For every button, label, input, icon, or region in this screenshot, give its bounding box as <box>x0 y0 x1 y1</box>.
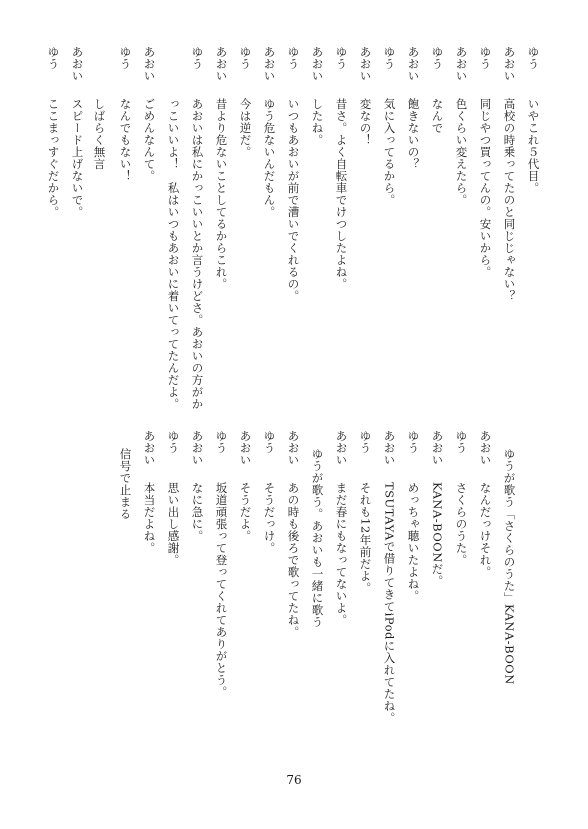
dialogue-line: めっちゃ聴いたよね。 <box>406 482 421 602</box>
dialogue-line: ゆう危ないんだもん。 <box>262 98 277 218</box>
dialogue-line: スピード上げないで。 <box>70 98 85 218</box>
stage-direction: 信号で止まる <box>118 448 133 520</box>
dialogue-line: 今は逆だ。 <box>238 98 253 158</box>
speaker-name: あおい <box>430 430 445 466</box>
speaker-name: ゆう <box>334 46 349 70</box>
speaker-name: ゆう <box>526 46 541 70</box>
dialogue-line: ごめんなんて。 <box>142 98 157 182</box>
dialogue-line: そうだよ。 <box>238 482 253 542</box>
speaker-name: ゆう <box>358 430 373 454</box>
stage-direction: しばらく無言 <box>92 98 107 170</box>
speaker-name: ゆう <box>214 430 229 454</box>
dialogue-line: 昔より危ないことしてるからこれ。 <box>214 98 229 290</box>
speaker-name: あおい <box>454 46 469 82</box>
dialogue-line: 坂道頑張って登ってくれてありがとう。 <box>214 482 229 698</box>
dialogue-line: なんでもない！ <box>118 98 133 182</box>
dialogue-line: 色くらい変えたら。 <box>454 98 469 206</box>
dialogue-line: 高校の時乗ってたのと同じじゃない？ <box>502 98 517 302</box>
speaker-name: あおい <box>358 46 373 82</box>
speaker-name: ゆう <box>478 46 493 70</box>
dialogue-line: 昔さ。よく自転車でけつしたよね。 <box>334 98 349 290</box>
dialogue-line: なに急に。 <box>190 482 205 542</box>
dialogue-line: そうだっけ。 <box>262 482 277 554</box>
dialogue-line: 変なの！ <box>358 98 373 146</box>
speaker-name: あおい <box>142 46 157 82</box>
dialogue-line: 同じやつ買ってんの。安いから。 <box>478 98 493 278</box>
speaker-name: あおい <box>334 430 349 466</box>
speaker-name: あおい <box>70 46 85 82</box>
speaker-name: ゆう <box>454 430 469 454</box>
speaker-name: ゆう <box>190 46 205 70</box>
dialogue-line: 本当だよね。 <box>142 482 157 554</box>
speaker-name: ゆう <box>118 46 133 70</box>
dialogue-line: さくらのうた。 <box>454 482 469 566</box>
dialogue-line: いつもあおいが前で漕いでくれるの。 <box>286 98 301 302</box>
dialogue-line-continuation: っこいいよ！ 私はいつもあおいに着いてってたんだよ。 <box>166 98 181 410</box>
speaker-name: ゆう <box>382 46 397 70</box>
speaker-name: ゆう <box>430 46 445 70</box>
dialogue-line: それも12年前だよ。 <box>358 482 373 594</box>
speaker-name: あおい <box>214 46 229 82</box>
dialogue-line: あおいは私にかっこいいとか言うけどさ。あおいの方がか <box>190 98 205 410</box>
dialogue-line: 飽きないの？ <box>406 98 421 170</box>
speaker-name: あおい <box>262 46 277 82</box>
speaker-name: あおい <box>382 430 397 466</box>
speaker-name: あおい <box>310 46 325 82</box>
stage-direction: ゆうが歌う。あおいも一緒に歌う <box>310 448 325 628</box>
dialogue-line: したね。 <box>310 98 325 146</box>
dialogue-line: ここまっすぐだから。 <box>46 98 61 218</box>
speaker-name: あおい <box>286 430 301 466</box>
speaker-name: ゆう <box>406 430 421 454</box>
dialogue-line: なんで <box>430 98 445 134</box>
speaker-name: あおい <box>478 430 493 466</box>
page-number: 76 <box>286 773 302 787</box>
dialogue-line: 思い出し感謝。 <box>166 482 181 566</box>
speaker-name: ゆう <box>262 430 277 454</box>
dialogue-line: なんだっけそれ。 <box>478 482 493 578</box>
speaker-name: ゆう <box>166 430 181 454</box>
speaker-name: あおい <box>238 430 253 466</box>
speaker-name: あおい <box>406 46 421 82</box>
speaker-name: あおい <box>190 430 205 466</box>
dialogue-line: 気に入ってるから。 <box>382 98 397 206</box>
speaker-name: あおい <box>502 46 517 82</box>
speaker-name: ゆう <box>46 46 61 70</box>
stage-direction: ゆうが歌う「さくらのうた」KANA-BOON <box>502 448 517 685</box>
speaker-name: ゆう <box>238 46 253 70</box>
dialogue-line: KANA-BOONだ。 <box>430 482 445 587</box>
speaker-name: あおい <box>142 430 157 466</box>
dialogue-line: TSUTAYAで借りてきてiPodに入れてたね。 <box>382 482 397 724</box>
speaker-name: ゆう <box>286 46 301 70</box>
dialogue-line: まだ春にもなってないよ。 <box>334 482 349 626</box>
dialogue-line: いやこれ５代目。 <box>526 98 541 194</box>
dialogue-line: あの時も後ろで歌ってたね。 <box>286 482 301 638</box>
